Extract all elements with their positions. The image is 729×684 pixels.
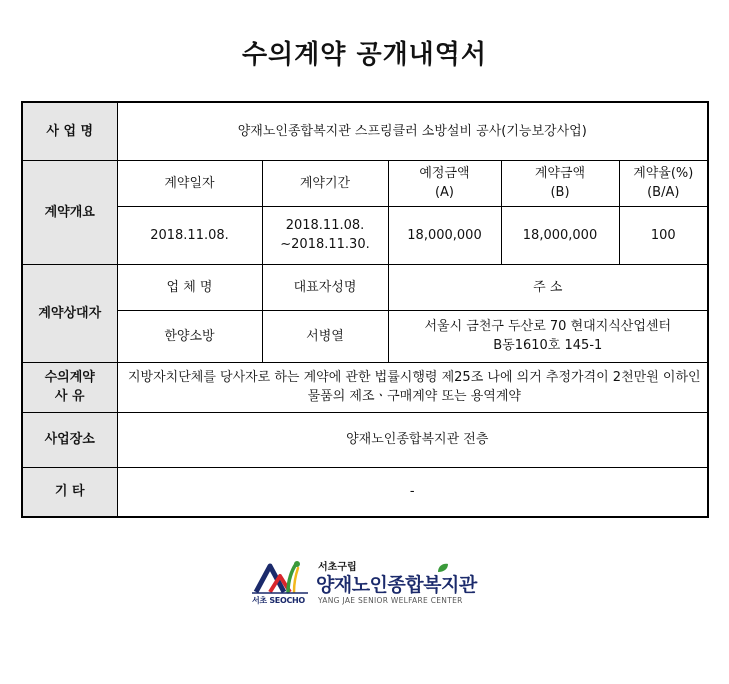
- overview-header-estimated: 예정금액 (A): [388, 160, 501, 206]
- overview-value-amount: 18,000,000: [501, 206, 619, 264]
- location-value: 양재노인종합복지관 전층: [117, 412, 708, 467]
- counterparty-value-company: 한양소방: [117, 310, 262, 362]
- overview-value-period: 2018.11.08. ~2018.11.30.: [262, 206, 388, 264]
- etc-label: 기 타: [22, 467, 117, 517]
- counterparty-value-row: [22, 310, 708, 362]
- organization-name: 양재노인종합복지관: [316, 574, 477, 596]
- reason-label: 수의계약 사 유: [22, 362, 117, 412]
- overview-value-rate: 100: [619, 206, 708, 264]
- contract-table: [21, 101, 709, 518]
- document-title: 수의계약 공개내역서: [241, 40, 488, 70]
- counterparty-value-ceo: 서병열: [262, 310, 388, 362]
- counterparty-header-ceo: 대표자성명: [262, 264, 388, 310]
- organization-logo: [250, 556, 480, 612]
- counterparty-label: 계약상대자: [22, 264, 117, 362]
- overview-label: 계약개요: [22, 160, 117, 264]
- district-label: 서초 SEOCHO: [252, 596, 305, 605]
- counterparty-header-company: 업 체 명: [117, 264, 262, 310]
- overview-header-date: 계약일자: [117, 160, 262, 206]
- etc-value: -: [117, 467, 708, 517]
- organization-english-name: YANG JAE SENIOR WELFARE CENTER: [318, 596, 463, 605]
- counterparty-header-row: [22, 264, 708, 310]
- reason-value: 지방자치단체를 당사자로 하는 계약에 관한 법률시행령 제25조 나에 의거 추정가격이 2천만원 이하인 물품의 제조ㆍ구매계약 또는 용역계약: [117, 362, 708, 412]
- counterparty-value-address: 서울시 금천구 두산로 70 현대지식산업센터 B동1610호 145-1: [388, 310, 708, 362]
- etc-row: [22, 467, 708, 517]
- overview-header-rate: 계약율(%) (B/A): [619, 160, 708, 206]
- overview-value-estimated: 18,000,000: [388, 206, 501, 264]
- overview-value-row: [22, 206, 708, 264]
- project-value: 양재노인종합복지관 스프링클러 소방설비 공사(기능보강사업): [117, 102, 708, 160]
- overview-header-period: 계약기간: [262, 160, 388, 206]
- counterparty-header-address: 주 소: [388, 264, 708, 310]
- project-label: 사 업 명: [22, 102, 117, 160]
- location-label: 사업장소: [22, 412, 117, 467]
- organization-subtitle: 서초구립: [318, 562, 357, 573]
- reason-row: [22, 362, 708, 412]
- location-row: [22, 412, 708, 467]
- overview-header-amount: 계약금액 (B): [501, 160, 619, 206]
- overview-value-date: 2018.11.08.: [117, 206, 262, 264]
- overview-header-row: [22, 160, 708, 206]
- project-row: [22, 102, 708, 160]
